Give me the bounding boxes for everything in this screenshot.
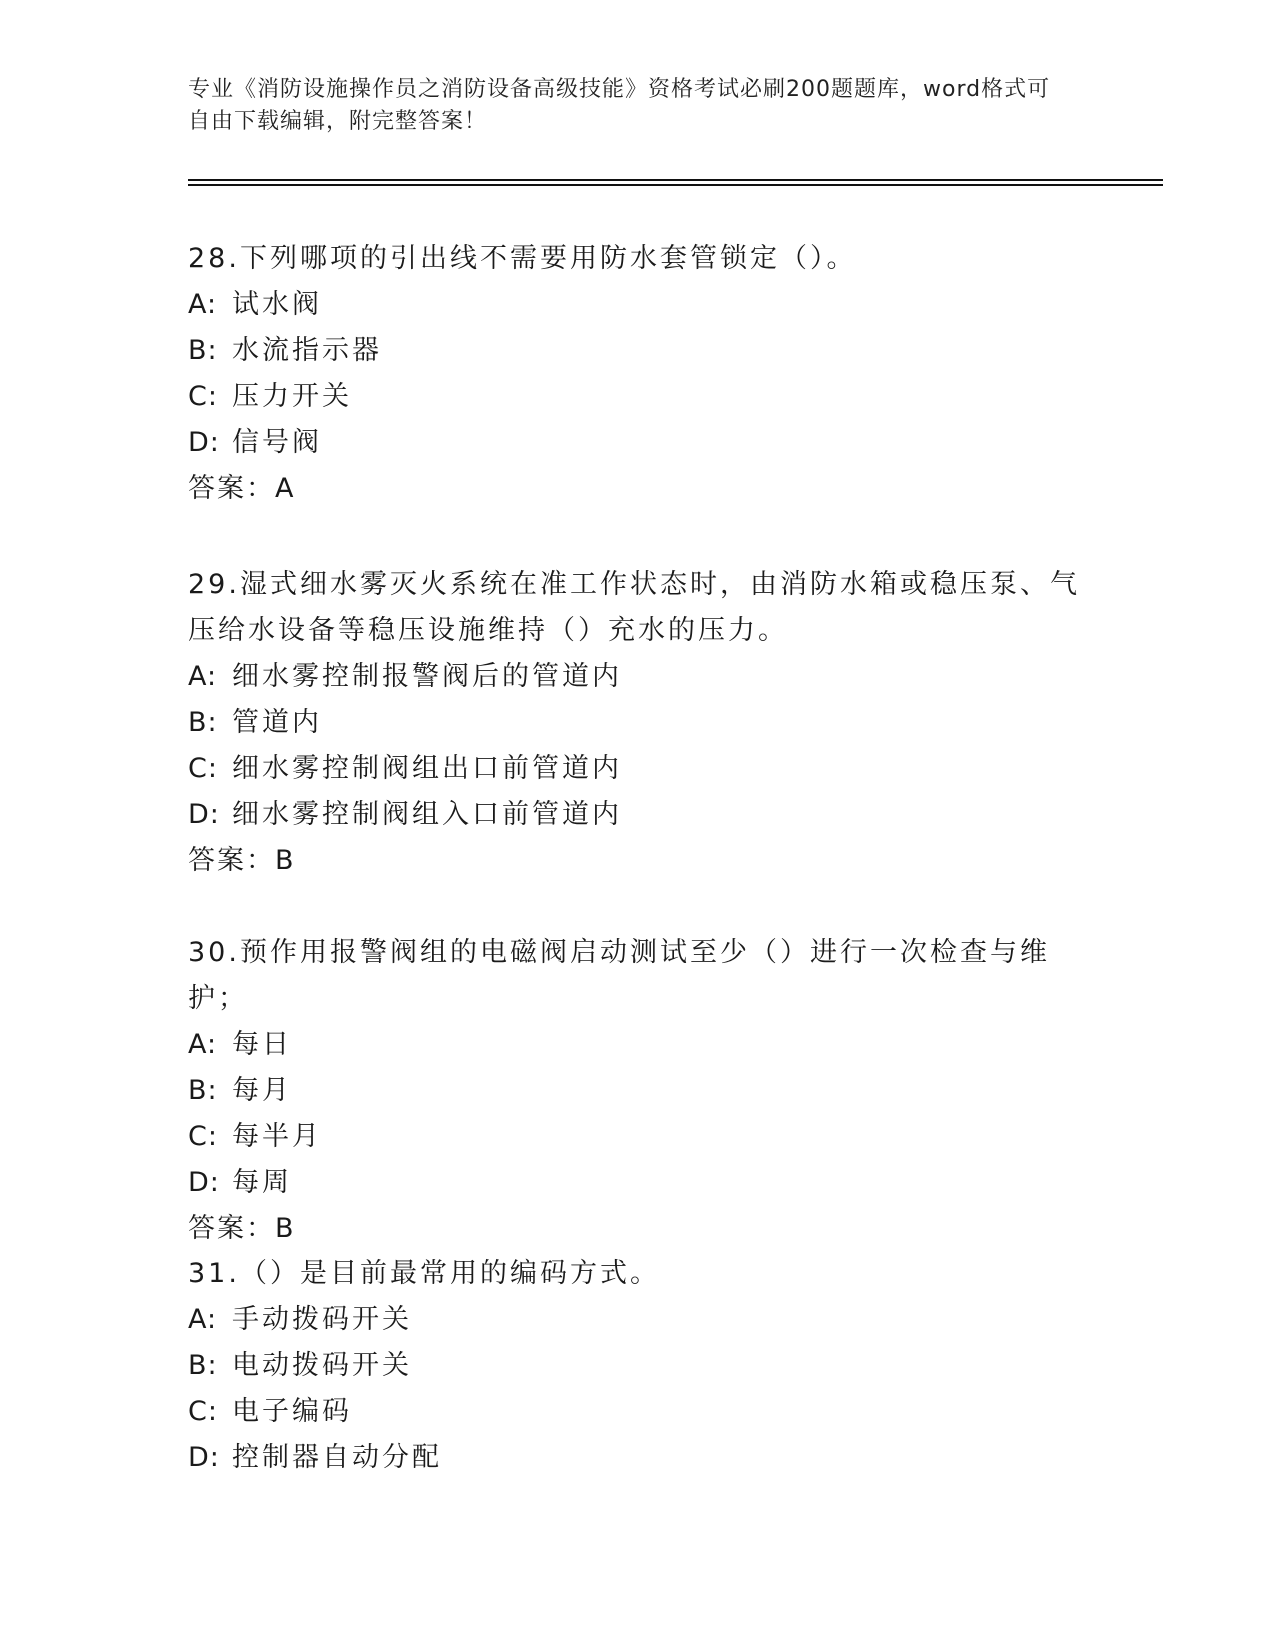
option-key: C:: [188, 1396, 218, 1427]
answer-line: 答案：B: [188, 1213, 296, 1244]
question-stem: 29.湿式细水雾灭火系统在准工作状态时，由消防水箱或稳压泵、气压给水设备等稳压设施维持（）充水的压力。: [188, 569, 1080, 646]
question-29: [188, 562, 1088, 884]
option-key: A:: [188, 1304, 218, 1335]
option-key: B:: [188, 1350, 218, 1381]
option-text: 试水阀: [232, 289, 322, 320]
option-c: [188, 1389, 1088, 1435]
option-b: [188, 700, 1088, 746]
option-d: [188, 420, 1088, 466]
question-31: [188, 1251, 1088, 1481]
option-key: B:: [188, 335, 218, 366]
option-key: A:: [188, 289, 218, 320]
option-a: [188, 654, 1088, 700]
option-text: 细水雾控制报警阀后的管道内: [232, 661, 622, 692]
option-key: A:: [188, 1029, 218, 1060]
option-key: D:: [188, 799, 220, 830]
option-key: B:: [188, 1075, 218, 1106]
option-d: [188, 792, 1088, 838]
option-text: 控制器自动分配: [232, 1442, 442, 1473]
option-text: 每周: [232, 1167, 292, 1198]
answer-line: 答案：A: [188, 473, 296, 504]
document-header: 专业《消防设施操作员之消防设备高级技能》资格考试必刷200题题库，word格式可自由下载编辑，附完整答案！: [188, 77, 1051, 134]
option-text: 管道内: [232, 707, 322, 738]
question-stem: 30.预作用报警阀组的电磁阀启动测试至少（）进行一次检查与维护；: [188, 937, 1050, 1014]
option-c: [188, 1114, 1088, 1160]
option-text: 电动拨码开关: [232, 1350, 412, 1381]
question-stem: 28.下列哪项的引出线不需要用防水套管锁定（）。: [188, 243, 857, 274]
option-key: D:: [188, 427, 220, 458]
option-text: 每半月: [232, 1121, 322, 1152]
header-divider-bottom: [188, 184, 1163, 186]
option-text: 每日: [232, 1029, 292, 1060]
option-key: B:: [188, 707, 218, 738]
question-stem: 31.（）是目前最常用的编码方式。: [188, 1258, 660, 1289]
option-text: 信号阀: [232, 427, 322, 458]
option-b: [188, 328, 1088, 374]
option-key: D:: [188, 1442, 220, 1473]
option-a: [188, 282, 1088, 328]
option-key: A:: [188, 661, 218, 692]
question-30: [188, 930, 1088, 1252]
option-text: 细水雾控制阀组入口前管道内: [232, 799, 622, 830]
option-key: C:: [188, 753, 218, 784]
option-a: [188, 1297, 1088, 1343]
answer-line: 答案：B: [188, 845, 296, 876]
option-c: [188, 746, 1088, 792]
option-key: D:: [188, 1167, 220, 1198]
option-b: [188, 1343, 1088, 1389]
option-text: 电子编码: [232, 1396, 352, 1427]
option-key: C:: [188, 381, 218, 412]
option-text: 每月: [232, 1075, 292, 1106]
option-c: [188, 374, 1088, 420]
option-a: [188, 1022, 1088, 1068]
option-text: 细水雾控制阀组出口前管道内: [232, 753, 622, 784]
option-text: 手动拨码开关: [232, 1304, 412, 1335]
option-b: [188, 1068, 1088, 1114]
header-divider-top: [188, 179, 1163, 181]
option-text: 水流指示器: [232, 335, 382, 366]
option-text: 压力开关: [232, 381, 352, 412]
option-d: [188, 1160, 1088, 1206]
option-key: C:: [188, 1121, 218, 1152]
question-28: [188, 236, 1088, 512]
option-d: [188, 1435, 1088, 1481]
